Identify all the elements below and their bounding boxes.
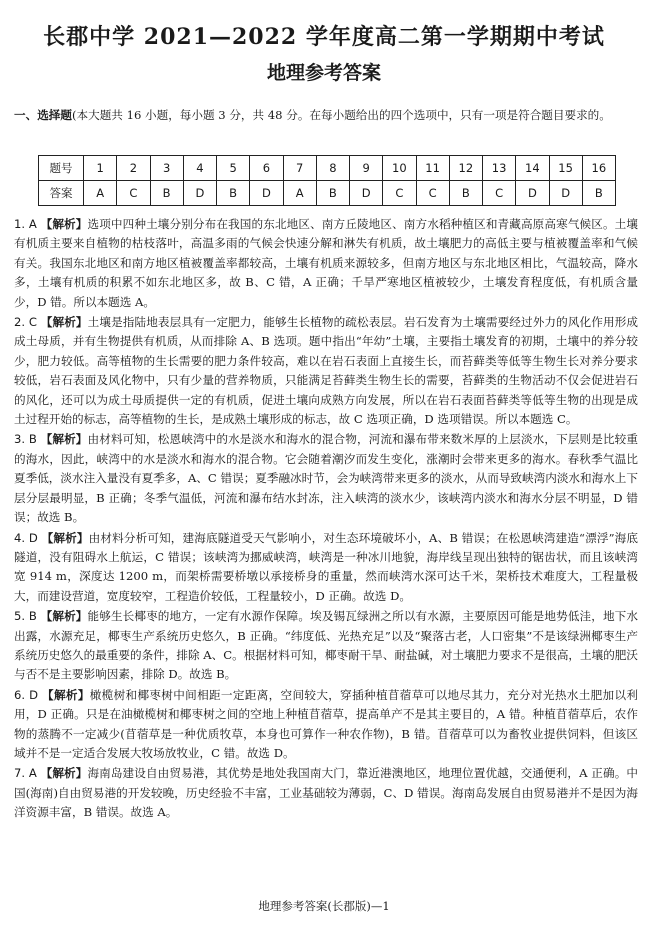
- answer-table: [38, 155, 616, 206]
- question-number: 1: [84, 156, 117, 181]
- analysis-tag: 【解析】: [40, 315, 88, 330]
- answer-cell: C: [383, 181, 416, 206]
- item-text: 土壤是指陆地表层具有一定肥力，能够生长植物的疏松表层。岩石发育为土壤需要经过外力的风化作用形成成土母质，并有生物提供有机质，从而排除 A、B 选项。题中指出“年幼”土壤，主要指土壤发育的初期，土壤中的养分较少，肥力较低。高等植物的生长需要的肥力条件较高，难以在岩石表面上直接生长，而苔藓类等低等生物生长对养分要求较低，岩石表面及风化物中，只有少量的营养物质，只能满足苔藓类生物生长的需要，苔藓类的生物活动不仅会促进岩石的风化，还可以为成土母质提供一定的有机质，促进土壤向成熟方向发展，所以在岩石表面苔藓类等低等生物的出现是成土过程开始的标志，高等植物的生长，是成熟土壤形成的标志，故 C 选项正确，D 选项错误。所以本题选 C。: [14, 315, 638, 427]
- answer-cell: B: [582, 181, 615, 206]
- item-text: 橄榄树和椰枣树中间相距一定距离，空间较大，穿插种植苜蓿草可以地尽其力，充分对光热水土肥加以利用，D 正确。只是在油橄榄树和椰枣树之间的空地上种植苜蓿草，提高单产不是其主要目的，A 错。种植苜蓿草后，农作物的蒸腾不一定减少(苜蓿草是一种优质牧草，本身也可算作一种农作物)，B 错。苜蓿草可以为畜牧业提供饲料，但该区域并不是一定适合发展大牧场放牧业，C 错。故选 D。: [14, 687, 638, 760]
- answer-cell: D: [183, 181, 216, 206]
- item-text: 由材料分析可知，建海底隧道受天气影响小，对生态环境破坏小，A、B 错误；在松恩峡湾建造“漂浮”海底隧道，没有阻碍水上航运，C 错误；该峡湾为挪威峡湾，峡湾是一种冰川地貌，海岸线呈现出独特的锯齿状，而且该峡湾宽 914 m，深度达 1200 m，而架桥需要桥墩以承接桥身的重量，然而峡湾水深可达千米，架桥技术难度大，工程量极大，而建设营道，宽度较窄，工程造价较低，工程量较小，D 正确。故选 D。: [14, 530, 639, 603]
- question-number: 14: [516, 156, 549, 181]
- question-number: 2: [117, 156, 150, 181]
- explanation-item: [14, 430, 638, 527]
- item-text: 由材料可知，松恩峡湾中的水是淡水和海水的混合物，河流和瀑布带来数米厚的上层淡水，下层则是比较重的海水，因此，峡湾中的水是淡水和海水的混合物。它会随着潮汐而发生变化，涨潮时会带来更多的海水。春秋季气温比夏季低，淡水注入量没有夏季多，A、C 错误；夏季融冰时节，会为峡湾带来更多的淡水，从而导致峡湾内淡水和海水上下层分层最明显，B 正确；冬季气温低，河流和瀑布结水封冻，注入峡湾的淡水少，该峡湾内淡水和海水分层不明显，D 错误；故选 B。: [14, 432, 638, 525]
- explanation-item: [14, 607, 638, 685]
- answer-cell: C: [117, 181, 150, 206]
- analysis-tag: 【解析】: [40, 609, 88, 624]
- question-number: 3: [150, 156, 183, 181]
- item-number: 4. D: [14, 530, 38, 545]
- explanations-list: [14, 215, 638, 824]
- row-header-answer: 答案: [39, 181, 84, 206]
- question-number: 4: [183, 156, 216, 181]
- explanation-item: [14, 215, 638, 312]
- question-number: 5: [217, 156, 250, 181]
- question-number: 10: [383, 156, 416, 181]
- item-text: 选项中四种土壤分别分布在我国的东北地区、南方丘陵地区、南方水稻种植区和青藏高原高寒气候区。土壤有机质主要来自植物的枯枝落叶，高温多雨的气候会快速分解和淋失有机质，故土壤肥力的高低主要与植被覆盖率和气候有关。我国东北地区和南方地区植被覆盖率都较高，土壤有机质来源较多，但南方地区与东北地区相比，气温较高，降水多，土壤有机质的积累不如东北地区多，故 B、C 错，A 正确；千旱严寒地区植被较少，土壤发育程度低，有机质含量少，D 错。所以本题选 A。: [14, 217, 638, 309]
- answer-cell: C: [483, 181, 516, 206]
- answer-cell: D: [516, 181, 549, 206]
- explanation-item: [14, 686, 638, 764]
- page-footer: 地理参考答案(长郡版)—1: [258, 899, 390, 913]
- analysis-tag: 【解析】: [40, 432, 88, 447]
- item-number: 2. C: [14, 315, 37, 330]
- answer-table-number-row: [39, 156, 616, 181]
- explanation-item: [14, 529, 638, 607]
- answer-cell: D: [549, 181, 582, 206]
- item-number: 6. D: [14, 687, 39, 702]
- question-number: 6: [250, 156, 283, 181]
- question-number: 12: [449, 156, 482, 181]
- answer-cell: B: [217, 181, 250, 206]
- item-text: 能够生长椰枣的地方，一定有水源作保障。埃及锡瓦绿洲之所以有水源，主要原因可能是地势低洼，地下水出露，水源充足，椰枣生产系统历史悠久，B 正确。“纬度低、光热充足”以及“聚落古老，人口密集”不是该绿洲椰枣生产系统历史悠久的最重要的条件，排除 A、C。根据材料可知，椰枣耐干旱、耐盐碱，对土壤肥力要求不是很高，土壤的肥沃与否不是主要影响因素，排除 D。故选 B。: [14, 609, 638, 682]
- item-number: 1. A: [14, 217, 37, 231]
- section-instructions: (本大题共 16 小题，每小题 3 分，共 48 分。在每小题给出的四个选项中，只有一项是符合题目要求的。: [71, 108, 611, 122]
- section-label: 一、选择题: [14, 108, 72, 122]
- answer-cell: B: [150, 181, 183, 206]
- question-number: 15: [549, 156, 582, 181]
- question-number: 7: [283, 156, 316, 181]
- answer-cell: D: [350, 181, 383, 206]
- page-title: 长郡中学 2021—2022 学年度高二第一学期期中考试: [43, 24, 605, 50]
- answer-table-answer-row: [39, 181, 616, 206]
- answer-cell: C: [416, 181, 449, 206]
- answer-cell: D: [250, 181, 283, 206]
- explanation-item: [14, 313, 638, 429]
- question-number: 8: [316, 156, 349, 181]
- analysis-tag: 【解析】: [42, 687, 90, 702]
- item-number: 5. B: [14, 609, 37, 624]
- question-number: 16: [582, 156, 615, 181]
- answer-cell: B: [316, 181, 349, 206]
- item-number: 3. B: [14, 432, 37, 447]
- section-header: [14, 106, 636, 124]
- page-subtitle: 地理参考答案: [266, 62, 381, 84]
- question-number: 11: [416, 156, 449, 181]
- answer-cell: B: [449, 181, 482, 206]
- answer-cell: A: [84, 181, 117, 206]
- explanation-item: [14, 764, 638, 822]
- question-number: 9: [350, 156, 383, 181]
- answer-cell: A: [283, 181, 316, 206]
- analysis-tag: 【解析】: [40, 766, 88, 781]
- item-number: 7. A: [14, 766, 37, 781]
- analysis-tag: 【解析】: [40, 217, 88, 231]
- item-text: 海南岛建设自由贸易港，其优势是地处我国南大门，靠近港澳地区，地理位置优越，交通便利，A 正确。中国(海南)自由贸易港的开发较晚，历史经验不丰富，工业基础较为薄弱，C、D 错误。海南岛发展自由贸易港并不是因为海洋资源丰富，B 错误。故选 A。: [14, 766, 638, 820]
- analysis-tag: 【解析】: [41, 530, 89, 545]
- row-header-question: 题号: [39, 156, 84, 181]
- question-number: 13: [483, 156, 516, 181]
